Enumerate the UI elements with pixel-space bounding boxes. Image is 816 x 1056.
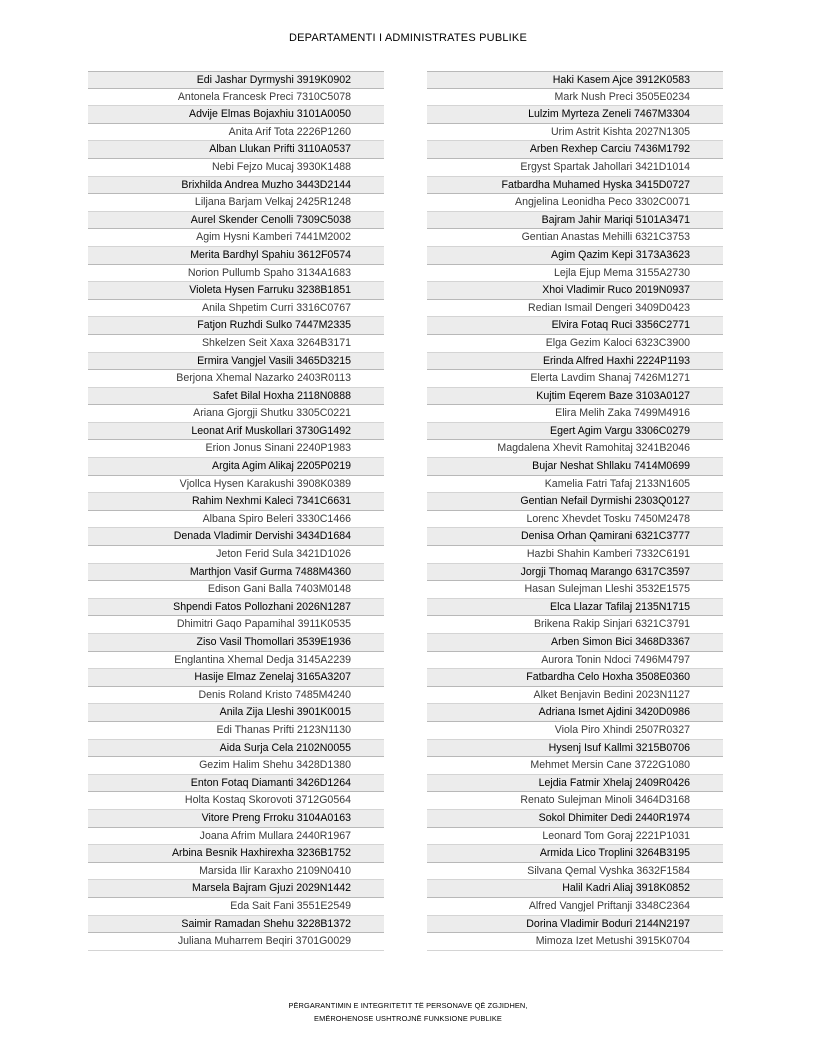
- list-item: Juliana Muharrem Beqiri 3701G0029: [88, 933, 384, 951]
- list-item: Viola Piro Xhindi 2507R0327: [427, 722, 723, 740]
- list-item: Joana Afrim Mullara 2440R1967: [88, 828, 384, 846]
- list-item: Edi Thanas Prifti 2123N1130: [88, 722, 384, 740]
- list-item: Denada Vladimir Dervishi 3434D1684: [88, 528, 384, 546]
- list-item: Armida Lico Troplini 3264B3195: [427, 845, 723, 863]
- list-item: Advije Elmas Bojaxhiu 3101A0050: [88, 106, 384, 124]
- list-item: Renato Sulejman Minoli 3464D3168: [427, 792, 723, 810]
- list-item: Marsela Bajram Gjuzi 2029N1442: [88, 880, 384, 898]
- list-item: Agim Qazim Kepi 3173A3623: [427, 247, 723, 265]
- list-item: Lulzim Myrteza Zeneli 7467M3304: [427, 106, 723, 124]
- list-item: Vjollca Hysen Karakushi 3908K0389: [88, 476, 384, 494]
- list-item: Holta Kostaq Skorovoti 3712G0564: [88, 792, 384, 810]
- list-item: Fatbardha Celo Hoxha 3508E0360: [427, 669, 723, 687]
- list-item: Violeta Hysen Farruku 3238B1851: [88, 282, 384, 300]
- list-item: Erion Jonus Sinani 2240P1983: [88, 440, 384, 458]
- list-item: Lejla Ejup Mema 3155A2730: [427, 265, 723, 283]
- list-item: Erinda Alfred Haxhi 2224P1193: [427, 353, 723, 371]
- list-item: Silvana Qemal Vyshka 3632F1584: [427, 863, 723, 881]
- list-item: Albana Spiro Beleri 3330C1466: [88, 511, 384, 529]
- list-item: Halil Kadri Aliaj 3918K0852: [427, 880, 723, 898]
- list-item: Elvira Fotaq Ruci 3356C2771: [427, 317, 723, 335]
- list-item: Mark Nush Preci 3505E0234: [427, 89, 723, 107]
- list-item: Ermira Vangjel Vasili 3465D3215: [88, 353, 384, 371]
- right-name-list: [427, 71, 723, 951]
- list-item: Elca Llazar Tafilaj 2135N1715: [427, 599, 723, 617]
- list-item: Dhimitri Gaqo Papamihal 3911K0535: [88, 616, 384, 634]
- list-item: Adriana Ismet Ajdini 3420D0986: [427, 704, 723, 722]
- list-item: Safet Bilal Hoxha 2118N0888: [88, 388, 384, 406]
- list-item: Redian Ismail Dengeri 3409D0423: [427, 300, 723, 318]
- list-item: Edison Gani Balla 7403M0148: [88, 581, 384, 599]
- list-item: Hasije Elmaz Zenelaj 3165A3207: [88, 669, 384, 687]
- list-item: Dorina Vladimir Boduri 2144N2197: [427, 916, 723, 934]
- list-item: Anila Zija Lleshi 3901K0015: [88, 704, 384, 722]
- list-item: Aida Surja Cela 2102N0055: [88, 740, 384, 758]
- list-item: Liljana Barjam Velkaj 2425R1248: [88, 194, 384, 212]
- list-item: Marsida Ilir Karaxho 2109N0410: [88, 863, 384, 881]
- list-item: Hazbi Shahin Kamberi 7332C6191: [427, 546, 723, 564]
- list-item: Magdalena Xhevit Ramohitaj 3241B2046: [427, 440, 723, 458]
- list-item: Lorenc Xhevdet Tosku 7450M2478: [427, 511, 723, 529]
- list-item: Elerta Lavdim Shanaj 7426M1271: [427, 370, 723, 388]
- list-item: Hasan Sulejman Lleshi 3532E1575: [427, 581, 723, 599]
- list-item: Egert Agim Vargu 3306C0279: [427, 423, 723, 441]
- footer-line-2: EMËROHENOSE USHTROJNË FUNKSIONE PUBLIKE: [314, 1014, 502, 1023]
- list-item: Urim Astrit Kishta 2027N1305: [427, 124, 723, 142]
- list-item: Vitore Preng Frroku 3104A0163: [88, 810, 384, 828]
- list-item: Rahim Nexhmi Kaleci 7341C6631: [88, 493, 384, 511]
- list-item: Antonela Francesk Preci 7310C5078: [88, 89, 384, 107]
- list-item: Haki Kasem Ajce 3912K0583: [427, 71, 723, 89]
- list-item: Jorgji Thomaq Marango 6317C3597: [427, 564, 723, 582]
- list-item: Anita Arif Tota 2226P1260: [88, 124, 384, 142]
- list-item: Gezim Halim Shehu 3428D1380: [88, 757, 384, 775]
- left-name-list: [88, 71, 384, 951]
- list-item: Denis Roland Kristo 7485M4240: [88, 687, 384, 705]
- list-item: Englantina Xhemal Dedja 3145A2239: [88, 652, 384, 670]
- list-item: Bujar Neshat Shllaku 7414M0699: [427, 458, 723, 476]
- list-item: Argita Agim Alikaj 2205P0219: [88, 458, 384, 476]
- list-item: Merita Bardhyl Spahiu 3612F0574: [88, 247, 384, 265]
- list-item: Eda Sait Fani 3551E2549: [88, 898, 384, 916]
- list-item: Angjelina Leonidha Peco 3302C0071: [427, 194, 723, 212]
- list-item: Denisa Orhan Qamirani 6321C3777: [427, 528, 723, 546]
- list-item: Marthjon Vasif Gurma 7488M4360: [88, 564, 384, 582]
- list-item: Kamelia Fatri Tafaj 2133N1605: [427, 476, 723, 494]
- footer-line-1: PËRGARANTIMIN E INTEGRITETIT TË PERSONAVE QË ZGJIDHEN,: [288, 1001, 528, 1010]
- list-item: Anila Shpetim Curri 3316C0767: [88, 300, 384, 318]
- list-item: Mimoza Izet Metushi 3915K0704: [427, 933, 723, 951]
- list-item: Berjona Xhemal Nazarko 2403R0113: [88, 370, 384, 388]
- list-item: Arben Simon Bici 3468D3367: [427, 634, 723, 652]
- list-item: Aurora Tonin Ndoci 7496M4797: [427, 652, 723, 670]
- list-item: Aurel Skender Cenolli 7309C5038: [88, 212, 384, 230]
- list-item: Fatjon Ruzhdi Sulko 7447M2335: [88, 317, 384, 335]
- list-item: Agim Hysni Kamberi 7441M2002: [88, 229, 384, 247]
- list-item: Alket Benjavin Bedini 2023N1127: [427, 687, 723, 705]
- list-item: Xhoi Vladimir Ruco 2019N0937: [427, 282, 723, 300]
- list-item: Gentian Nefail Dyrmishi 2303Q0127: [427, 493, 723, 511]
- list-item: Saimir Ramadan Shehu 3228B1372: [88, 916, 384, 934]
- list-item: Elira Melih Zaka 7499M4916: [427, 405, 723, 423]
- list-item: Jeton Ferid Sula 3421D1026: [88, 546, 384, 564]
- list-item: Sokol Dhimiter Dedi 2440R1974: [427, 810, 723, 828]
- list-item: Kujtim Eqerem Baze 3103A0127: [427, 388, 723, 406]
- list-item: Gentian Anastas Mehilli 6321C3753: [427, 229, 723, 247]
- list-item: Alfred Vangjel Priftanji 3348C2364: [427, 898, 723, 916]
- list-item: Shkelzen Seit Xaxa 3264B3171: [88, 335, 384, 353]
- page-title: DEPARTAMENTI I ADMINISTRATES PUBLIKE: [288, 32, 528, 44]
- list-item: Fatbardha Muhamed Hyska 3415D0727: [427, 177, 723, 195]
- list-item: Arbina Besnik Haxhirexha 3236B1752: [88, 845, 384, 863]
- list-item: Edi Jashar Dyrmyshi 3919K0902: [88, 71, 384, 89]
- list-item: Ergyst Spartak Jahollari 3421D1014: [427, 159, 723, 177]
- list-item: Nebi Fejzo Mucaj 3930K1488: [88, 159, 384, 177]
- list-item: Leonat Arif Muskollari 3730G1492: [88, 423, 384, 441]
- list-item: Bajram Jahir Mariqi 5101A3471: [427, 212, 723, 230]
- list-item: Elga Gezim Kaloci 6323C3900: [427, 335, 723, 353]
- list-item: Ziso Vasil Thomollari 3539E1936: [88, 634, 384, 652]
- list-item: Alban Llukan Prifti 3110A0537: [88, 141, 384, 159]
- list-item: Hysenj Isuf Kallmi 3215B0706: [427, 740, 723, 758]
- list-item: Norion Pullumb Spaho 3134A1683: [88, 265, 384, 283]
- list-item: Leonard Tom Goraj 2221P1031: [427, 828, 723, 846]
- list-item: Brixhilda Andrea Muzho 3443D2144: [88, 177, 384, 195]
- list-item: Brikena Rakip Sinjari 6321C3791: [427, 616, 723, 634]
- list-item: Arben Rexhep Carciu 7436M1792: [427, 141, 723, 159]
- list-item: Mehmet Mersin Cane 3722G1080: [427, 757, 723, 775]
- footer: [0, 999, 816, 1025]
- list-item: Enton Fotaq Diamanti 3426D1264: [88, 775, 384, 793]
- list-item: Ariana Gjorgji Shutku 3305C0221: [88, 405, 384, 423]
- list-item: Lejdia Fatmir Xhelaj 2409R0426: [427, 775, 723, 793]
- list-item: Shpendi Fatos Pollozhani 2026N1287: [88, 599, 384, 617]
